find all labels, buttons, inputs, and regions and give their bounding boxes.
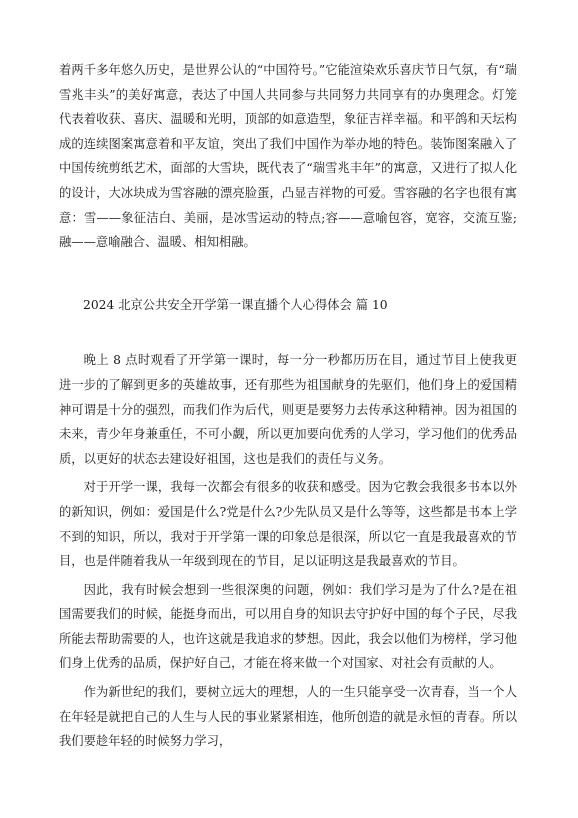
body-paragraph-2: 对于开学一课，我每一次都会有很多的收获和感受。因为它教会我很多书本以外的新知识，例如：爱国是什么?党是什么?少先队员又是什么等等，这些都是书本上学不到的知识，所以，我对于开学第一课的印象总是很深，所以它一直是我最喜欢的节目，也是伴随着我从一年级到现在的节目，足以证明这是我最喜欢的节目。 (59, 480, 517, 569)
spacer (59, 317, 517, 348)
body-paragraph-1: 晚上 8 点时观看了开学第一课时，每一分一秒都历历在目，通过节目上使我更进一步的了解到更多的英雄故事，还有那些为祖国献身的先驱们，他们身上的爱国精神可谓是十分的强烈，而我们作为后代，则更是要努力去传承这种精神。因为祖国的未来，青少年身兼重任，不可小觑，所以更加要向优秀的人学习，学习他们的优秀品质，以更好的状态去建设好祖国，这也是我们的责任与义务。 (59, 353, 517, 466)
section-heading: 2024 北京公共安全开学第一课直播个人心得体会 篇 10 (83, 297, 388, 312)
intro-paragraph: 着两千多年悠久历史，是世界公认的“中国符号。”它能渲染欢乐喜庆节日气氛，有“瑞雪兆丰头”的美好寓意，表达了中国人共同参与共同努力共同享有的办奥理念。灯笼代表着收获、喜庆、温暖和光明，顶部的如意造型，象征吉祥幸福。和平鸽和天坛构成的连续图案寓意着和平友谊，突出了我们中国作为举办地的特色。装饰图案融入了中国传统剪纸艺术，面部的大雪块，既代表了“瑞雪兆丰年”的寓意，又进行了拟人化的设计，大冰块成为雪容融的漂亮脸蛋，凸显吉祥物的可爱。雪容融的名字也很有寓意：雪——象征洁白、美丽，是冰雪运动的特点;容——意喻包容，宽容，交流互鉴;融——意喻融合、温暖、相知相融。 (59, 63, 517, 250)
body-paragraph-4: 作为新世纪的我们，要树立远大的理想，人的一生只能享受一次青春，当一个人在年轻是就把自己的人生与人民的事业紧紧相连，他所创造的就是永恒的青春。所以我们要趁年轻的时候努力学习， (59, 685, 517, 749)
body-paragraph-3: 因此，我有时候会想到一些很深奥的问题，例如：我们学习是为了什么?是在祖国需要我们的时候，能挺身而出，可以用自身的知识去守护好中国的每个子民，尽我所能去帮助需要的人，也许这就是我追求的梦想。因此，我会以他们为榜样，学习他们身上优秀的品质，保护好自己，才能在将来做一个对国家、对社会有贡献的人。 (59, 582, 517, 671)
spacer (59, 255, 517, 293)
document-page (59, 58, 517, 754)
